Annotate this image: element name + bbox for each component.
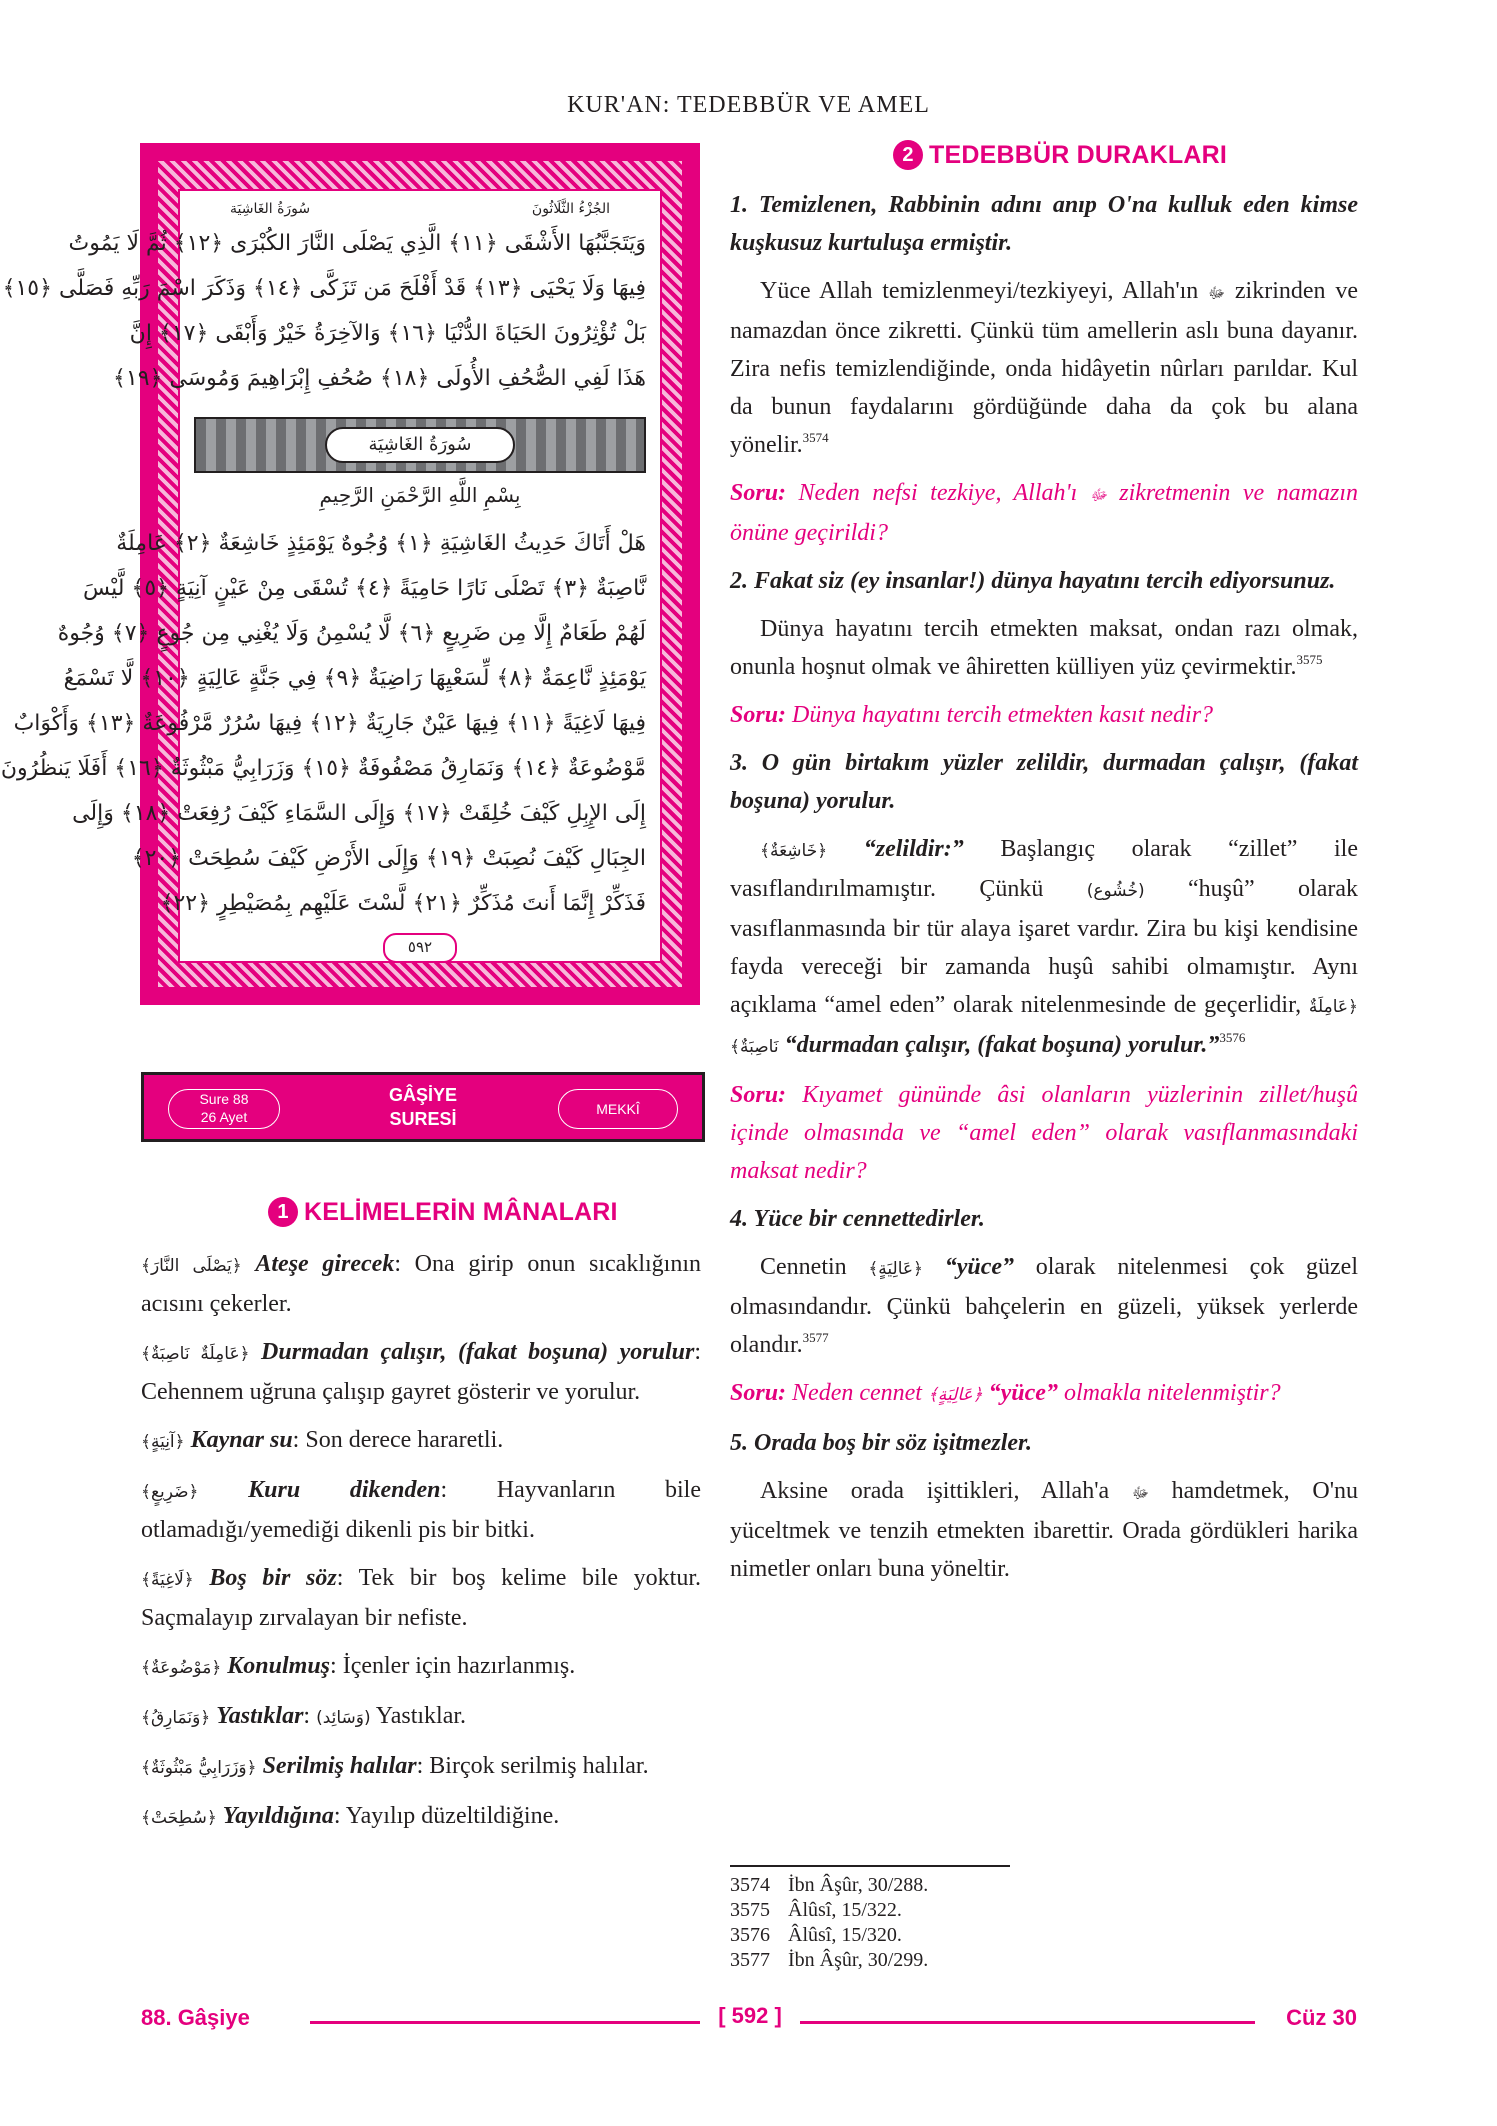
honorific-glyph: ﷻ — [1208, 284, 1226, 302]
footer-sura: 88. Gâşiye — [141, 2005, 250, 2030]
ayah-line: فِيهَا وَلَا يَحْيَى ﴿١٣﴾ قَدْ أَفْلَحَ مَن تَزَكَّى ﴿١٤﴾ وَذَكَرَ اسْمَ رَبِّهِ فَصَلَّى ﴿١٥﴾ — [2, 276, 646, 301]
footnote-number: 3576 — [730, 1924, 770, 1946]
commentary-4 — [730, 1248, 1358, 1364]
commentary-text: Dünya hayatını tercih etmekten maksat, ondan razı olmak, onunla hoşnut olmak ve âhiretten külliyen yüz çevirmektir. — [730, 616, 1358, 680]
footer-rule-right — [800, 2021, 1255, 2024]
question-text: olmakla nitelenmiştir? — [1063, 1380, 1281, 1406]
term: Konulmuş — [227, 1653, 331, 1679]
footnote-number: 3574 — [730, 1874, 770, 1896]
term: Ateşe girecek — [255, 1251, 395, 1277]
footnotes — [730, 1873, 1330, 1973]
term: Kuru dikenden — [248, 1477, 441, 1503]
arabic-term: ﴿وَنَمَارِقُ﴾ — [141, 1708, 211, 1728]
commentary-3 — [730, 830, 1358, 1066]
footer-juz: Cüz 30 — [1286, 2005, 1357, 2030]
arabic-term: ﴿عَامِلَةٌ نَاصِبَةٌ﴾ — [730, 997, 1358, 1057]
footnote — [730, 1923, 1330, 1948]
mushaf-page — [0, 143, 700, 1005]
commentary-1 — [730, 272, 1358, 464]
question-4 — [730, 1374, 1358, 1414]
footnote-ref[interactable]: 3577 — [802, 1330, 829, 1345]
ayah-count: 26 Ayet — [200, 1109, 248, 1125]
arabic-term: ﴿خَاشِعَةٌ﴾ — [760, 841, 828, 861]
commentary-5 — [730, 1472, 1358, 1588]
definition: : Tek bir boş kelime bile yoktur. Saçmalayıp zırvalayan bir nefiste. — [141, 1565, 701, 1631]
sura-title-band — [194, 417, 646, 473]
definition: : İçenler için hazırlanmış. — [330, 1653, 576, 1679]
commentary-text: hamdetmek, O'nu yüceltmek ve tenzih etmekten ibarettir. Orada gördükleri harika nimetler onları buna yöneltir. — [730, 1478, 1359, 1582]
definition: : Hayvanların bile otlamadığı/yemediği dikenli pis bir bitki. — [141, 1477, 701, 1543]
term: “yüce” — [944, 1254, 1015, 1280]
word-entry — [141, 1797, 701, 1837]
page-number: [ 592 ] — [718, 2003, 782, 2028]
arabic-term: ﴿مَوْضُوعَةٌ﴾ — [141, 1658, 222, 1678]
arabic-term: ﴿ضَرِيعٍ﴾ — [141, 1482, 199, 1502]
term: Serilmiş halılar — [262, 1753, 417, 1779]
ayah-line: نَّاصِبَةٌ ﴿٣﴾ تَصْلَى نَارًا حَامِيَةً ﴿٤﴾ تُسْقَى مِنْ عَيْنٍ آنِيَةٍ ﴿٥﴾ لَّيْسَ — [83, 576, 646, 601]
arabic-term: ﴿يَصْلَى النَّارَ﴾ — [141, 1256, 242, 1276]
footnote-number: 3575 — [730, 1899, 770, 1921]
question-text: Neden nefsi tezkiye, Allah'ı — [798, 480, 1078, 506]
arabic-synonym: (وَسَائِد) — [316, 1708, 371, 1728]
question-term: “yüce” — [988, 1380, 1058, 1406]
arabic-term: ﴿عَامِلَةٌ نَاصِبَةٌ﴾ — [141, 1344, 250, 1364]
question-1 — [730, 474, 1358, 552]
honorific-glyph: ﷻ — [1089, 486, 1107, 504]
mushaf-sura-label: سُورَةُ الغَاشِيَة — [230, 201, 311, 217]
section-number-badge: 2 — [893, 140, 923, 170]
definition: : Yayılıp düzeltildiğine. — [333, 1803, 560, 1829]
verse-4: 4. Yüce bir cennettedirler. — [730, 1206, 985, 1232]
mushaf-text-area — [0, 189, 662, 963]
question-label: Soru: — [730, 480, 787, 506]
word-entry — [141, 1697, 701, 1737]
footnote-divider — [730, 1865, 1010, 1867]
question-text: zikretmenin ve namazın önüne geçirildi? — [730, 480, 1358, 546]
footnote-text: İbn Âşûr, 30/288. — [788, 1874, 929, 1896]
word-entry — [141, 1471, 701, 1549]
section-heading-tedebbur — [893, 140, 1227, 170]
sura-info-banner — [141, 1072, 705, 1142]
mushaf-juz-label: الجُزْءُ الثَّلَاثُونَ — [531, 201, 610, 217]
ayah-line: لَهُمْ طَعَامٌ إِلَّا مِن ضَرِيعٍ ﴿٦﴾ لَّا يُسْمِنُ وَلَا يُغْنِي مِن جُوعٍ ﴿٧﴾ وُجُوهٌ — [57, 621, 646, 646]
arabic-term: ﴿سُطِحَتْ﴾ — [141, 1808, 217, 1828]
ayah-line: فِيهَا لَاغِيَةً ﴿١١﴾ فِيهَا عَيْنٌ جَارِيَةٌ ﴿١٢﴾ فِيهَا سُرُرٌ مَّرْفُوعَةٌ ﴿١٣﴾ وَأَكْوَابٌ — [13, 711, 646, 736]
arabic-term: ﴿وَزَرَابِيُّ مَبْثُوثَةٌ﴾ — [141, 1758, 257, 1778]
footnote-number: 3577 — [730, 1949, 770, 1971]
term: Yayıldığına — [222, 1803, 334, 1829]
word-entry — [141, 1647, 701, 1687]
ayah-line: هَلْ أَتَاكَ حَدِيثُ الغَاشِيَةِ ﴿١﴾ وُجُوهٌ يَوْمَئِذٍ خَاشِعَةٌ ﴿٢﴾ عَامِلَةٌ — [116, 531, 646, 556]
tedebbur-column — [730, 186, 1358, 1598]
question-label: Soru: — [730, 702, 787, 728]
question-text: Neden cennet — [792, 1380, 922, 1406]
section-heading-kelimeler — [268, 1197, 618, 1227]
footnote-text: İbn Âşûr, 30/299. — [788, 1949, 929, 1971]
commentary-text: “huşû” olarak vasıflanmasında bir tür alaya işaret vardır. Zira bu kişi kendisine fayda vereceği bir zamanda huşû sahibi olmamıştır. Aynı açıklama “amel eden” olarak nitelenmesinde de geçerlidir, — [730, 876, 1359, 1018]
sura-name-line2: SURESİ — [389, 1109, 457, 1129]
verse-5: 5. Orada boş bir söz işitmezler. — [730, 1430, 1033, 1456]
ayah-line: مَّوْضُوعَةٌ ﴿١٤﴾ وَنَمَارِقُ مَصْفُوفَةٌ ﴿١٥﴾ وَزَرَابِيُّ مَبْثُوثَةٌ ﴿١٦﴾ أَفَلَا يَنظُرُونَ — [0, 756, 646, 781]
term: Yastıklar — [216, 1703, 304, 1729]
basmala: بِسْمِ اللَّهِ الرَّحْمَنِ الرَّحِيمِ — [319, 483, 521, 507]
word-entry — [141, 1559, 701, 1637]
definition: : Ona girip onun sıcaklığının acısını çekerler. — [141, 1251, 701, 1317]
term: “zelildir:” — [863, 836, 964, 862]
mushaf-page-number: ٥٩٢ — [383, 933, 457, 963]
revelation-place: MEKKÎ — [558, 1089, 678, 1129]
word-entry — [141, 1747, 701, 1787]
question-text: Dünya hayatını tercih etmekten kasıt nedir? — [792, 702, 1214, 728]
ayah-line: إِلَى الإِبِلِ كَيْفَ خُلِقَتْ ﴿١٧﴾ وَإِلَى السَّمَاءِ كَيْفَ رُفِعَتْ ﴿١٨﴾ وَإِلَى — [72, 801, 646, 826]
arabic-term: (خُشُوع) — [1086, 881, 1145, 901]
term: Kaynar su — [190, 1427, 293, 1453]
definition: : Cehennem uğruna çalışıp gayret gösterir ve yorulur. — [141, 1339, 701, 1405]
commentary-text: Cennetin — [760, 1254, 847, 1280]
ayah-line: فَذَكِّرْ إِنَّمَا أَنتَ مُذَكِّرٌ ﴿٢١﴾ لَّسْتَ عَلَيْهِم بِمُصَيْطِرٍ ﴿٢٢﴾ — [160, 891, 646, 916]
definition: : Birçok serilmiş halılar. — [416, 1753, 649, 1779]
section-title: TEDEBBÜR DURAKLARI — [929, 141, 1228, 169]
footnote-ref[interactable]: 3575 — [1296, 652, 1323, 667]
section-title: KELİMELERİN MÂNALARI — [304, 1198, 618, 1226]
verse-2: 2. Fakat siz (ey insanlar!) dünya hayatını tercih ediyorsunuz. — [730, 568, 1336, 594]
definition-extra: Yastıklar. — [370, 1703, 467, 1729]
commentary-text: olarak nitelenmesi çok güzel olmasındandır. Çünkü bahçelerin en güzeli, yüksek yerlerde olandır. — [730, 1254, 1358, 1358]
term: “durmadan çalışır, (fakat boşuna) yorulur.” — [784, 1032, 1220, 1058]
question-3 — [730, 1076, 1358, 1190]
question-label: Soru: — [730, 1082, 787, 1108]
definition: : Son derece hararetli. — [292, 1427, 504, 1453]
term: Durmadan çalışır, (fakat boşuna) yorulur — [261, 1339, 695, 1365]
word-entry — [141, 1245, 701, 1323]
commentary-text: zikrinden ve namazdan önce zikretti. Çünkü tüm amellerin aslı buna dayanır. Zira nefis temizlendiğinde, onda hidâyetin nûrları parıldar. Kul da bunun faydalarını gördüğünde daha da çok bu alana yönelir. — [730, 278, 1359, 458]
ayah-line: بَلْ تُؤْثِرُونَ الحَيَاةَ الدُّنْيَا ﴿١٦﴾ وَالآخِرَةُ خَيْرٌ وَأَبْقَى ﴿١٧﴾ إِنَّ — [129, 321, 646, 346]
footnote — [730, 1873, 1330, 1898]
word-entry — [141, 1333, 701, 1411]
footnote — [730, 1948, 1330, 1973]
arabic-term: ﴿عَالِيَةٍ﴾ — [927, 1385, 983, 1405]
footnote-ref[interactable]: 3576 — [1219, 1030, 1246, 1045]
section-number-badge: 1 — [268, 1197, 298, 1227]
definition: : — [303, 1703, 311, 1729]
sura-number: Sure 88 — [199, 1091, 249, 1107]
question-label: Soru: — [730, 1380, 787, 1406]
ayah-line: الجِبَالِ كَيْفَ نُصِبَتْ ﴿١٩﴾ وَإِلَى الأَرْضِ كَيْفَ سُطِحَتْ ﴿٢٠﴾ — [131, 846, 646, 871]
verse-1: 1. Temizlenen, Rabbinin adını anıp O'na kulluk eden kimse kuşkusuz kurtuluşa ermiştir. — [730, 192, 1358, 256]
verse-3: 3. O gün birtakım yüzler zelildir, durmadan çalışır, (fakat boşuna) yorulur. — [730, 750, 1358, 814]
commentary-text: Yüce Allah temizlenmeyi/tezkiyeyi, Allah'ın — [760, 278, 1199, 304]
footer-rule-left — [310, 2021, 700, 2024]
sura-name-line1: GÂŞİYE — [388, 1085, 458, 1105]
ayah-line: هَذَا لَفِي الصُّحُفِ الأُولَى ﴿١٨﴾ صُحُفِ إِبْرَاهِيمَ وَمُوسَى ﴿١٩﴾ — [113, 366, 646, 391]
arabic-term: ﴿عَالِيَةٍ﴾ — [868, 1259, 924, 1279]
word-meanings-column — [141, 1245, 701, 1847]
ayah-line: يَوْمَئِذٍ نَّاعِمَةٌ ﴿٨﴾ لِّسَعْيِهَا رَاضِيَةٌ ﴿٩﴾ فِي جَنَّةٍ عَالِيَةٍ ﴿١٠﴾ لَّا تَسْمَعُ — [63, 666, 646, 691]
arabic-term: ﴿لَاغِيَةً﴾ — [141, 1570, 194, 1590]
commentary-2 — [730, 610, 1358, 686]
term: Boş bir söz — [209, 1565, 337, 1591]
footnote-text: Âlûsî, 15/320. — [788, 1924, 902, 1946]
honorific-glyph: ﷻ — [1131, 1484, 1149, 1502]
running-header: KUR'AN: TEDEBBÜR VE AMEL — [567, 92, 930, 118]
question-2 — [730, 696, 1358, 734]
sura-title: سُورَةُ الغَاشِيَة — [325, 427, 515, 463]
commentary-text: Aksine orada işittikleri, Allah'a — [760, 1478, 1110, 1504]
word-entry — [141, 1421, 701, 1461]
arabic-term: ﴿آنِيَةٍ﴾ — [141, 1432, 185, 1452]
commentary-text: Başlangıç olarak “zillet” ile vasıflandırılmamıştır. Çünkü — [730, 836, 1359, 902]
footnote-ref[interactable]: 3574 — [802, 430, 829, 445]
footnote-text: Âlûsî, 15/322. — [788, 1899, 902, 1921]
question-text: Kıyamet gününde âsi olanların yüzlerinin zillet/huşû içinde olmasında ve “amel eden” olarak vasıflanmasındaki maksat nedir? — [730, 1082, 1358, 1184]
footnote — [730, 1898, 1330, 1923]
ayah-line: وَيَتَجَنَّبُهَا الأَشْقَى ﴿١١﴾ الَّذِي يَصْلَى النَّارَ الكُبْرَى ﴿١٢﴾ ثُمَّ لَا يَمُوتُ — [68, 231, 646, 256]
